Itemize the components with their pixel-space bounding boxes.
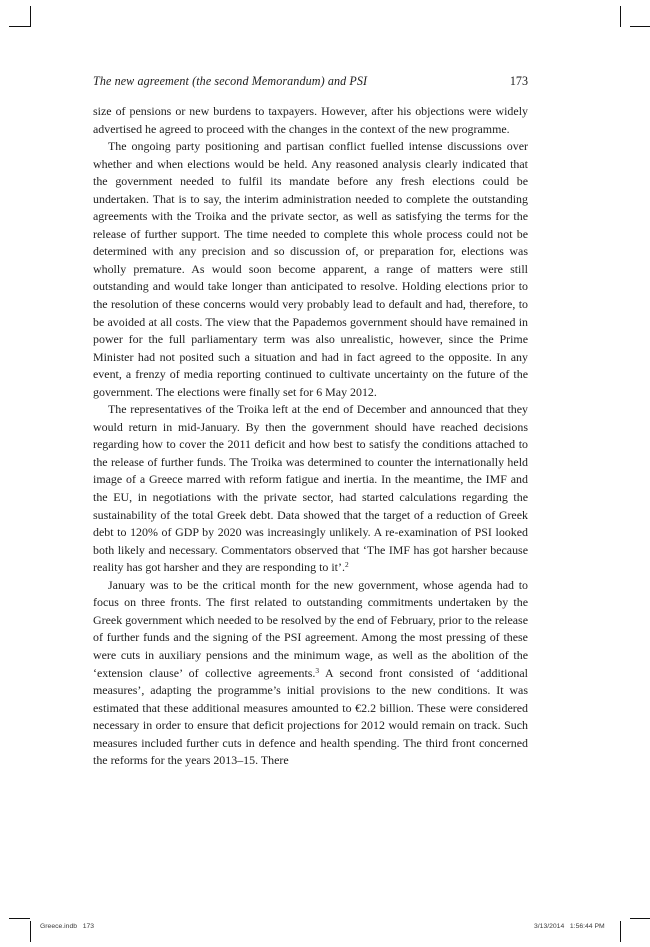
crop-mark-top-left-horizontal <box>9 26 30 27</box>
crop-mark-bottom-left-vertical <box>30 921 31 942</box>
paragraph <box>93 401 528 576</box>
footer-file-slug: Greece.indb 173 <box>40 923 95 930</box>
crop-mark-bottom-left-horizontal <box>9 918 30 919</box>
footnote-reference[interactable]: 3 <box>315 665 320 675</box>
footnote-reference[interactable]: 2 <box>344 560 349 570</box>
paragraph: size of pensions or new burdens to taxpayers. However, after his objections were widely advertised he agreed to proceed with the changes in the context of the new programme. <box>93 104 528 136</box>
paragraph-text: The representatives of the Troika left at the end of December and announced that they would return in mid-January. By then the government should have reached decisions regarding how to cover the 2011 deficit and how best to satisfy the conditions attached to the release of further funds. The Troika was determined to counter the internationally held image of a Greece marred with reform fatigue and inertia. In the meantime, the IMF and the EU, in negotiations with the private sector, had started calculations regarding the sustainability of the total Greek debt. Data showed that the target of a reduction of Greek debt to 120% of GDP by 2020 was increasingly unlikely. A re-examination of PSI looked both likely and necessary. Commentators observed that ‘The IMF has got harsher because reality has got harsher and they are responding to it’. <box>93 402 528 575</box>
crop-mark-top-right-vertical <box>620 6 621 27</box>
paragraph-text: January was to be the critical month for the new government, whose agenda had to focus on three fronts. The first related to outstanding commitments undertaken by the Greek government which needed to be resolved by the end of February, prior to the release of further funds and the signing of the PSI agreement. Among the most pressing of these were cuts in auxiliary pensions and the minimum wage, as well as the abolition of the ‘extension clause’ of collective agreements. <box>93 577 528 680</box>
crop-mark-bottom-right-horizontal <box>630 918 650 919</box>
crop-mark-top-right-horizontal <box>630 26 650 27</box>
page-number: 173 <box>509 74 528 88</box>
running-head <box>93 74 528 89</box>
paragraph: The ongoing party positioning and partisan conflict fuelled intense discussions over whether and when elections would be held. Any reasoned analysis clearly indicated that the government needed to fulfil its mandate before any fresh elections could be undertaken. That is to say, the interim administration needed to complete the outstanding agreements with the Troika and the private sector, as well as satisfying the terms for the release of further support. The time needed to complete this whole process could not be determined with any precision and so discussion of, or preparation for, elections was wholly premature. As would soon become apparent, a range of matters were still outstanding and would take longer than anticipated to resolve. Holding elections prior to the resolution of these concerns would very probably lead to default and had, therefore, to be avoided at all costs. The view that the Papademos government should have remained in power for the full parliamentary term was also unrealistic, however, since the Prime Minister had not posited such a situation and had in fact agreed to the opposite. In any event, a frenzy of media reporting continued to cultivate uncertainty on the future of the government. The elections were finally set for 6 May 2012. <box>93 139 528 399</box>
running-head-title: The new agreement (the second Memorandum) and PSI <box>93 74 368 88</box>
paragraph-text-continued: A second front consisted of ‘additional measures’, adapting the programme’s initial provisions to the new conditions. It was estimated that these additional measures amounted to €2.2 billion. These were considered necessary in order to ensure that deficit projections for 2012 would remain on track. Such measures included further cuts in defence and health spending. The third front concerned the reforms for the years 2013–15. There <box>93 665 528 768</box>
crop-mark-bottom-right-vertical <box>620 921 621 942</box>
footer-timestamp: 3/13/2014 1:56:44 PM <box>534 923 605 930</box>
crop-mark-top-left-vertical <box>30 6 31 27</box>
body-text <box>93 103 528 770</box>
paragraph <box>93 577 528 770</box>
